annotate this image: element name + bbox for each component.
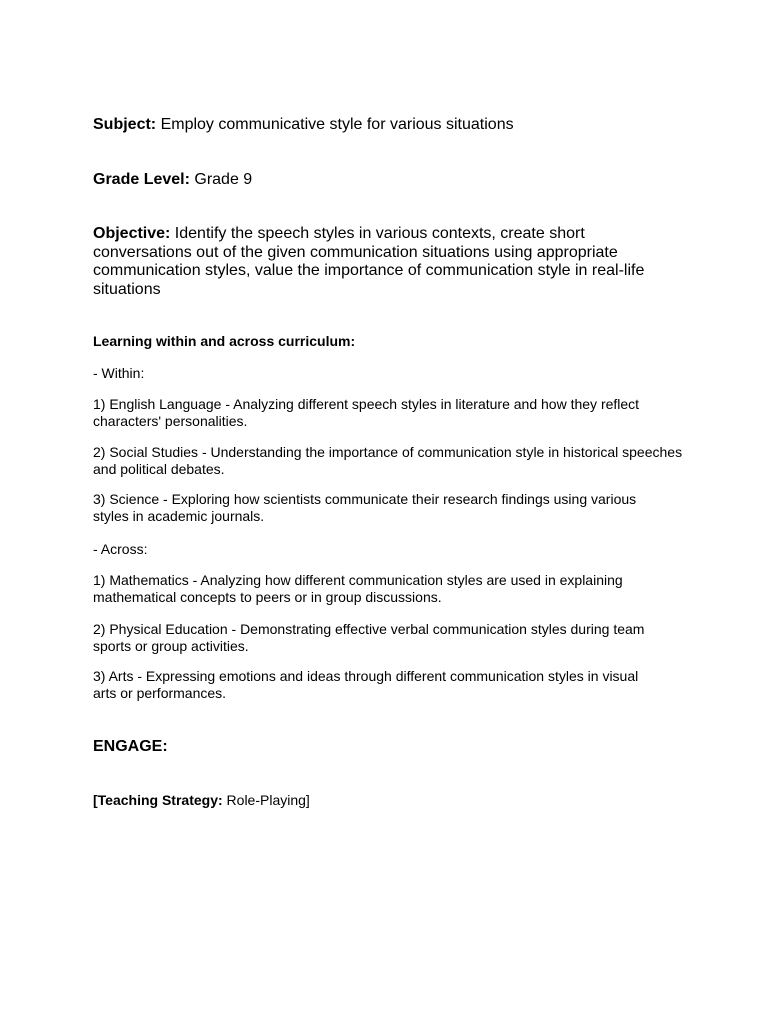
teaching-strategy-value: Role-Playing] — [222, 792, 310, 808]
learning-heading: Learning within and across curriculum: — [93, 333, 356, 349]
within-item-1: 1) English Language - Analyzing different speech styles in literature and how they reflect characters' personalities. — [93, 396, 640, 429]
across-label: - Across: — [93, 541, 148, 557]
objective-label: Objective: — [93, 225, 171, 242]
teaching-strategy-label: [Teaching Strategy: — [93, 792, 223, 808]
within-item-3: 3) Science - Exploring how scientists communicate their research findings using various styles in academic journals. — [93, 491, 637, 524]
subject-value: Employ communicative style for various situations — [156, 116, 514, 133]
across-item-3: 3) Arts - Expressing emotions and ideas through different communication styles in visual arts or performances. — [93, 668, 639, 701]
across-item-1: 1) Mathematics - Analyzing how different communication styles are used in explaining mathematical concepts to peers or in group discussions. — [93, 572, 623, 605]
engage-heading: ENGAGE: — [93, 738, 168, 755]
objective-value: Identify the speech styles in various contexts, create short conversations out of the given communication situations using appropriate communication styles, value the importance of communication style in real-life situations — [93, 225, 645, 298]
within-item-2: 2) Social Studies - Understanding the importance of communication style in historical speeches and political debates. — [93, 444, 683, 477]
grade-level-line — [93, 171, 693, 190]
teaching-strategy-line — [93, 792, 693, 809]
within-label: - Within: — [93, 365, 145, 381]
across-item-2: 2) Physical Education - Demonstrating effective verbal communication styles during team sports or group activities. — [93, 621, 645, 654]
objective-paragraph — [93, 225, 653, 299]
grade-level-value: Grade 9 — [189, 171, 253, 188]
subject-label: Subject: — [93, 116, 157, 133]
grade-level-label: Grade Level: — [93, 171, 190, 188]
subject-line — [93, 116, 693, 135]
